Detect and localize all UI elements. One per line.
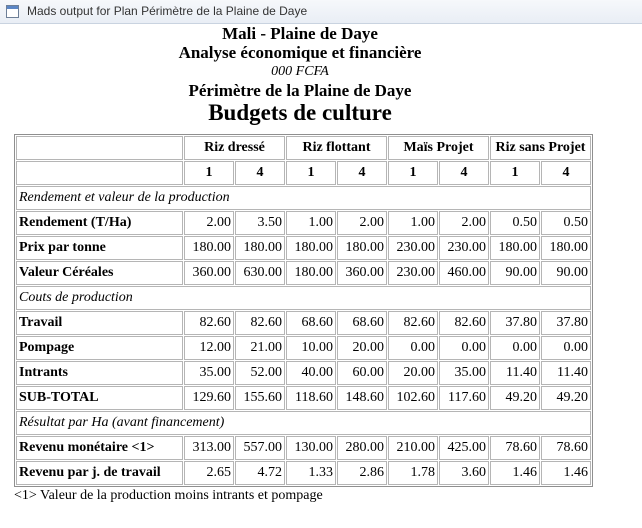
year-header-cell: 4: [439, 161, 489, 185]
section-row: [16, 186, 591, 210]
value-cell: 280.00: [337, 436, 387, 460]
table-row: [16, 311, 591, 335]
table-row: [16, 261, 591, 285]
value-cell: 90.00: [541, 261, 591, 285]
value-cell: 118.60: [286, 386, 336, 410]
value-cell: 180.00: [337, 236, 387, 260]
value-cell: 78.60: [490, 436, 540, 460]
value-cell: 630.00: [235, 261, 285, 285]
value-cell: 11.40: [490, 361, 540, 385]
value-cell: 1.00: [286, 211, 336, 235]
value-cell: 313.00: [184, 436, 234, 460]
section-row: [16, 411, 591, 435]
value-cell: 102.60: [388, 386, 438, 410]
table-corner-cell: [16, 136, 183, 160]
report-analysis-title: Analyse économique et financière: [178, 43, 422, 62]
table-row: [16, 236, 591, 260]
value-cell: 460.00: [439, 261, 489, 285]
year-header-cell: 1: [184, 161, 234, 185]
value-cell: 1.46: [541, 461, 591, 485]
value-cell: 180.00: [235, 236, 285, 260]
value-cell: 230.00: [388, 261, 438, 285]
value-cell: 2.00: [184, 211, 234, 235]
report-perimeter-title: Périmètre de la Plaine de Daye: [188, 81, 412, 100]
year-header-cell: 4: [337, 161, 387, 185]
value-cell: 35.00: [439, 361, 489, 385]
table-footnote: <1> Valeur de la production moins intrants et pompage: [14, 488, 323, 503]
table-row: [16, 361, 591, 385]
table-row: [16, 436, 591, 460]
value-cell: 2.00: [337, 211, 387, 235]
table-corner-cell: [16, 161, 183, 185]
value-cell: 2.86: [337, 461, 387, 485]
value-cell: 3.50: [235, 211, 285, 235]
report-currency-unit: 000 FCFA: [271, 64, 329, 79]
report-budgets-title: Budgets de culture: [208, 100, 392, 125]
year-header-cell: 1: [490, 161, 540, 185]
value-cell: 180.00: [286, 236, 336, 260]
group-header-mais-projet: Maïs Projet: [388, 136, 489, 160]
value-cell: 1.33: [286, 461, 336, 485]
value-cell: 155.60: [235, 386, 285, 410]
value-cell: 82.60: [439, 311, 489, 335]
value-cell: 425.00: [439, 436, 489, 460]
value-cell: 0.00: [388, 336, 438, 360]
value-cell: 78.60: [541, 436, 591, 460]
table-row: [16, 336, 591, 360]
value-cell: 0.00: [541, 336, 591, 360]
row-label: SUB-TOTAL: [16, 386, 183, 410]
value-cell: 230.00: [439, 236, 489, 260]
value-cell: 2.65: [184, 461, 234, 485]
value-cell: 82.60: [184, 311, 234, 335]
row-label: Revenu monétaire <1>: [16, 436, 183, 460]
value-cell: 3.60: [439, 461, 489, 485]
value-cell: 90.00: [490, 261, 540, 285]
value-cell: 230.00: [388, 236, 438, 260]
group-header-riz-sans-projet: Riz sans Projet: [490, 136, 591, 160]
value-cell: 40.00: [286, 361, 336, 385]
value-cell: 0.50: [490, 211, 540, 235]
value-cell: 21.00: [235, 336, 285, 360]
value-cell: 0.00: [490, 336, 540, 360]
year-header-cell: 1: [286, 161, 336, 185]
year-header-cell: 4: [541, 161, 591, 185]
report-country-title: Mali - Plaine de Daye: [222, 24, 378, 43]
crop-budget-table: [14, 134, 593, 487]
value-cell: 20.00: [337, 336, 387, 360]
value-cell: 130.00: [286, 436, 336, 460]
value-cell: 0.50: [541, 211, 591, 235]
table-row: [16, 211, 591, 235]
table-row: [16, 461, 591, 485]
value-cell: 360.00: [184, 261, 234, 285]
section-row: [16, 286, 591, 310]
year-header-cell: 1: [388, 161, 438, 185]
app-window-icon: [6, 5, 19, 18]
value-cell: 180.00: [490, 236, 540, 260]
section-label: Rendement et valeur de la production: [16, 186, 591, 210]
value-cell: 148.60: [337, 386, 387, 410]
value-cell: 2.00: [439, 211, 489, 235]
value-cell: 360.00: [337, 261, 387, 285]
row-label: Valeur Céréales: [16, 261, 183, 285]
group-header-riz-dresse: Riz dressé: [184, 136, 285, 160]
value-cell: 557.00: [235, 436, 285, 460]
value-cell: 11.40: [541, 361, 591, 385]
value-cell: 180.00: [286, 261, 336, 285]
value-cell: 129.60: [184, 386, 234, 410]
value-cell: 0.00: [439, 336, 489, 360]
row-label: Rendement (T/Ha): [16, 211, 183, 235]
table-row: [16, 386, 591, 410]
value-cell: 37.80: [541, 311, 591, 335]
value-cell: 1.00: [388, 211, 438, 235]
value-cell: 82.60: [235, 311, 285, 335]
value-cell: 52.00: [235, 361, 285, 385]
year-header-row: [16, 161, 591, 185]
value-cell: 117.60: [439, 386, 489, 410]
year-header-cell: 4: [235, 161, 285, 185]
window-title: Mads output for Plan Périmètre de la Plaine de Daye: [27, 4, 308, 18]
value-cell: 12.00: [184, 336, 234, 360]
value-cell: 4.72: [235, 461, 285, 485]
value-cell: 49.20: [541, 386, 591, 410]
value-cell: 82.60: [388, 311, 438, 335]
value-cell: 35.00: [184, 361, 234, 385]
value-cell: 49.20: [490, 386, 540, 410]
row-label: Revenu par j. de travail: [16, 461, 183, 485]
value-cell: 68.60: [337, 311, 387, 335]
row-label: Travail: [16, 311, 183, 335]
value-cell: 68.60: [286, 311, 336, 335]
row-label: Prix par tonne: [16, 236, 183, 260]
crop-budget-table-body: [16, 136, 591, 485]
value-cell: 1.46: [490, 461, 540, 485]
value-cell: 1.78: [388, 461, 438, 485]
value-cell: 10.00: [286, 336, 336, 360]
group-header-row: [16, 136, 591, 160]
group-header-riz-flottant: Riz flottant: [286, 136, 387, 160]
value-cell: 180.00: [184, 236, 234, 260]
row-label: Pompage: [16, 336, 183, 360]
row-label: Intrants: [16, 361, 183, 385]
value-cell: 20.00: [388, 361, 438, 385]
section-label: Couts de production: [16, 286, 591, 310]
value-cell: 210.00: [388, 436, 438, 460]
section-label: Résultat par Ha (avant financement): [16, 411, 591, 435]
window-titlebar[interactable]: [0, 0, 642, 24]
value-cell: 180.00: [541, 236, 591, 260]
value-cell: 60.00: [337, 361, 387, 385]
report-content: [0, 24, 642, 528]
value-cell: 37.80: [490, 311, 540, 335]
